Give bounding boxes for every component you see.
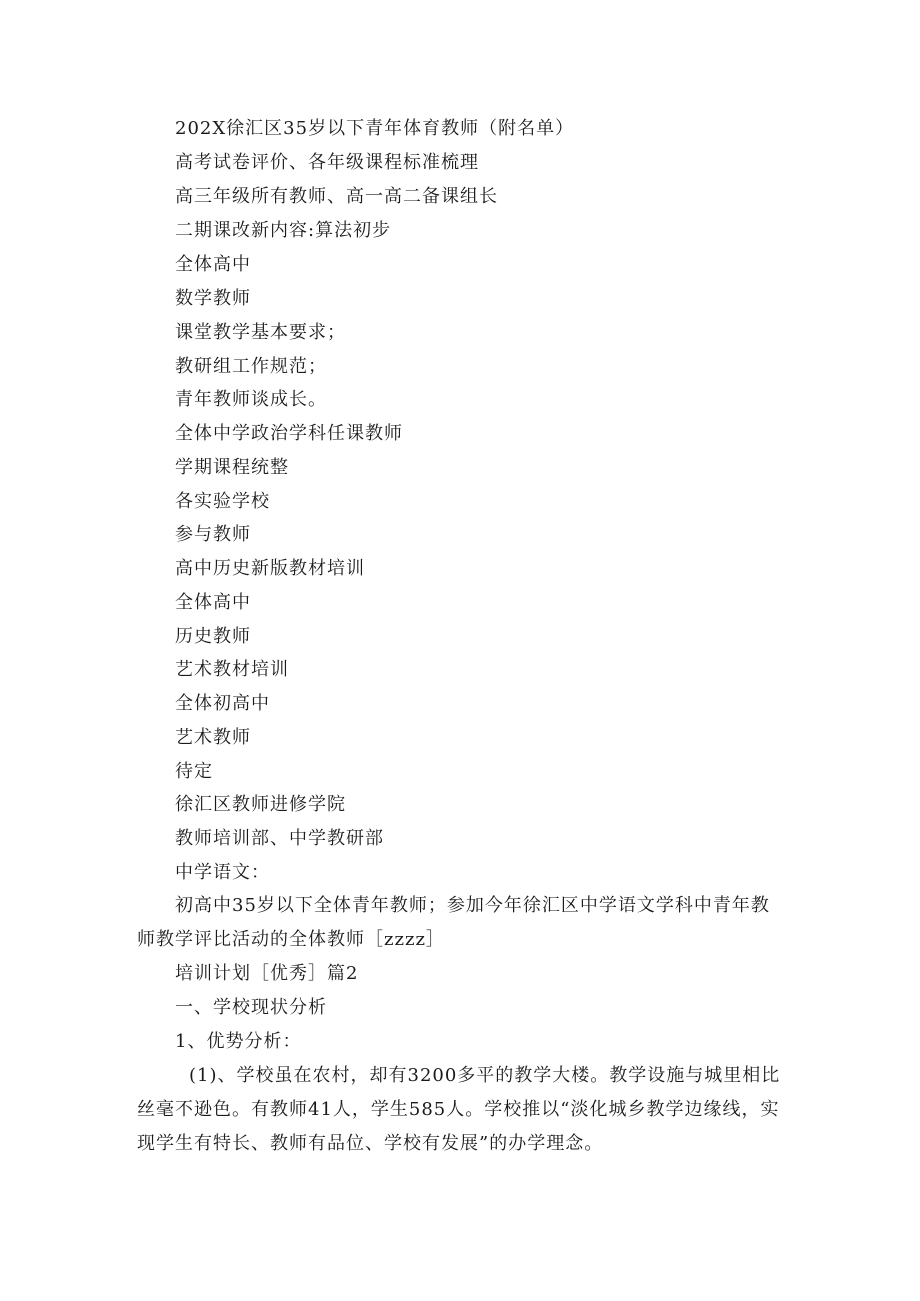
heading-sub: 1、优势分析： (175, 1031, 302, 1052)
paragraph-participants: 初高中35岁以下全体青年教师；参加今年徐汇区中学语文学科中青年教师教学评比活动的全体教师［zzzz］ (137, 895, 770, 950)
text-line: 全体初高中 (175, 693, 270, 714)
text-line: 艺术教材培训 (175, 659, 289, 680)
text-line: 各实验学校 (175, 491, 270, 512)
text-line: 课堂教学基本要求； (175, 322, 346, 343)
text-line: 高考试卷评价、各年级课程标准梳理 (175, 152, 479, 173)
text-line: 数学教师 (175, 288, 251, 309)
text-line: 全体高中 (175, 592, 251, 613)
text-line: 高中历史新版教材培训 (175, 558, 365, 579)
paragraph-advantages: (1)、学校虽在农村，却有3200多平的教学大楼。教学设施与城里相比丝毫不逊色。有教师41人，学生585人。学校推以“淡化城乡教学边缘线，实现学生有特长、教师有品位、学校有发展”的办学理念。 (137, 1065, 781, 1154)
text-line: 青年教师谈成长。 (175, 389, 327, 410)
text-line: 艺术教师 (175, 727, 251, 748)
text-line: 202X徐汇区35岁以下青年体育教师（附名单） (175, 118, 575, 139)
text-line: 二期课改新内容:算法初步 (175, 220, 392, 241)
text-line: 教研组工作规范； (175, 356, 327, 377)
text-line: 徐汇区教师进修学院 (175, 794, 346, 815)
text-line: 全体中学政治学科任课教师 (175, 423, 403, 444)
heading-plan: 培训计划［优秀］篇2 (175, 963, 359, 984)
text-line: 历史教师 (175, 626, 251, 647)
text-line: 学期课程统整 (175, 457, 289, 478)
text-line: 待定 (175, 761, 213, 782)
text-line: 全体高中 (175, 254, 251, 275)
text-line: 教师培训部、中学教研部 (175, 828, 384, 849)
text-line: 中学语文： (175, 862, 270, 883)
text-line: 高三年级所有教师、高一高二备课组长 (175, 186, 498, 207)
heading-section: 一、学校现状分析 (175, 997, 327, 1018)
text-line: 参与教师 (175, 524, 251, 545)
